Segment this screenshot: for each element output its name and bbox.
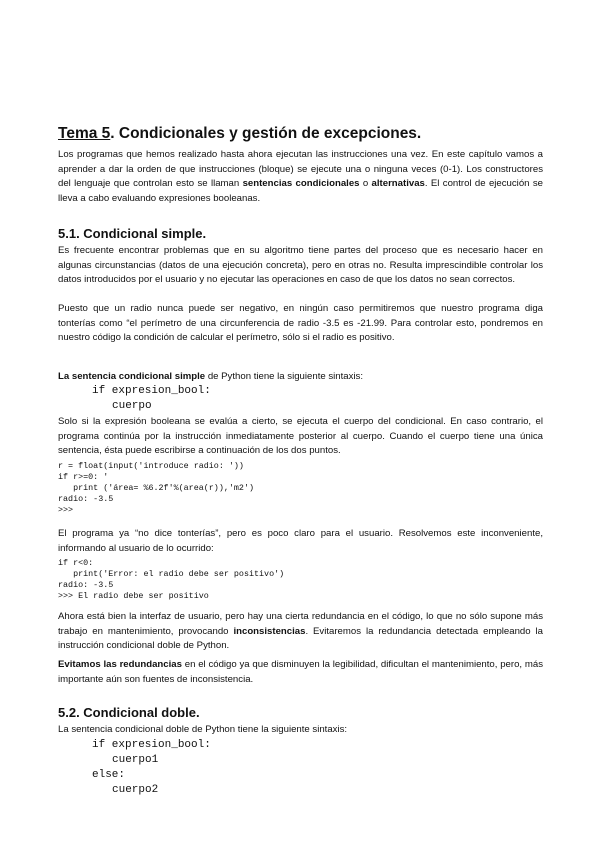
title-text: . Condicionales y gestión de excepciones. [110, 125, 422, 142]
code-line: if r<0: [58, 558, 94, 568]
s1-paragraph-3: Solo si la expresión booleana se evalúa a cierto, se ejecuta el cuerpo del condicional. En caso contrario, el programa continúa por la instrucción inmediatamente posterior al cuerpo. Cuando el cuerpo tiene una única sentencia, ésta puede escribirse a continuación de los dos puntos. [58, 416, 543, 457]
code-line: radio: -3.5 [58, 494, 114, 504]
s1-paragraph-4: El programa ya “no dice tonterías”, pero es poco claro para el usuario. Resolvemos este inconveniente, informando al usuario de lo ocurrido: [58, 528, 543, 554]
s1-paragraph-6: Evitamos las redundancias en el código ya que disminuyen la legibilidad, dificultan el mantenimiento, pero, más importante aún son fuentes de inconsistencia. [58, 659, 543, 685]
code-block-1 [58, 461, 254, 516]
code-line: >>> [58, 505, 74, 515]
s1-paragraph-5: Ahora está bien la interfaz de usuario, pero hay una cierta redundancia en el código, lo que no sólo supone más trabajo en mantenimiento, provocando inconsistencias. Evitaremos la redundancia detectada empleando la instrucción condicional doble de Python. [58, 611, 543, 652]
s2-paragraph-1: La sentencia condicional doble de Python tiene la siguiente sintaxis: [58, 724, 348, 735]
code-line: print('Error: el radio debe ser positivo') [58, 569, 285, 579]
s1-syntax-line-2: cuerpo [112, 400, 152, 412]
code-block-2 [58, 558, 284, 602]
s2-syntax-line-3: else: [92, 769, 126, 781]
code-line: if r>=0: ' [58, 472, 109, 482]
topic-label: Tema 5 [58, 125, 111, 142]
s2-syntax-line-2: cuerpo1 [112, 754, 159, 766]
s2-syntax-line-4: cuerpo2 [112, 784, 159, 796]
code-line: radio: -3.5 [58, 580, 114, 590]
code-line: print ('área= %6.2f'%(area(r)),'m2') [58, 483, 255, 493]
intro-paragraph: Los programas que hemos realizado hasta ahora ejecutan las instrucciones una vez. En este capítulo vamos a aprender a dar la orden de que instrucciones (bloque) se ejecute una o ninguna veces (0-1). Los constructores del lenguaje que controlan esto se llaman sentencias condicionales o alternativas. El control de ejecución se lleva a cabo evaluando expresiones booleanas. [58, 149, 543, 204]
code-line: r = float(input('introduce radio: ')) [58, 461, 244, 471]
s1-paragraph-1: Es frecuente encontrar problemas que en su algoritmo tiene partes del proceso que es necesario hacer en algunas circunstancias (datos de una ejecución concreta), pero en otras no. Resulta imprescindible controlar los datos introducidos por el usuario y no ejecutar las operaciones en caso de que los datos no sean correctos. [58, 245, 543, 286]
section-heading-5-2: 5.2. Condicional doble. [58, 705, 200, 720]
s1-syntax-line-1: if expresion_bool: [92, 385, 211, 397]
s2-syntax-line-1: if expresion_bool: [92, 739, 211, 751]
code-line: >>> El radio debe ser positivo [58, 591, 209, 601]
s1-syntax-intro: La sentencia condicional simple de Python tiene la siguiente sintaxis: [58, 371, 364, 382]
s1-paragraph-2: Puesto que un radio nunca puede ser negativo, en ningún caso permitiremos que nuestro programa diga tonterías como “el perímetro de una circunferencia de radio -3.5 es -21.99. Para controlar esto, pondremos en nuestro código la condición de calcular el perímetro, sólo si el radio es positivo. [58, 303, 543, 344]
section-heading-5-1: 5.1. Condicional simple. [58, 226, 207, 241]
page-title [58, 125, 421, 143]
